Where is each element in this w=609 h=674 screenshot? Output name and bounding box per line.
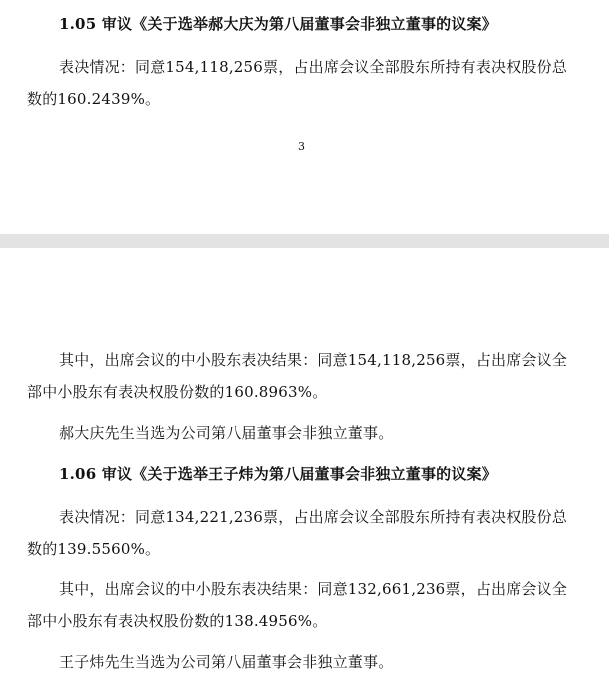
vote2-result-line-2: 数的139.5560%。 — [27, 540, 161, 558]
vote-result-line-2: 数的160.2439%。 — [27, 90, 161, 108]
minority2-result-line-2: 部中小股东有表决权股份数的138.4956%。 — [27, 612, 328, 630]
minority-result-line-2: 部中小股东有表决权股份数的160.8963%。 — [27, 383, 328, 401]
election-result-2: 王子炜先生当选为公司第八届董事会非独立董事。 — [59, 653, 394, 671]
page-separator — [0, 234, 609, 248]
document-page-3 — [0, 0, 609, 234]
minority2-result-line-1: 其中，出席会议的中小股东表决结果：同意132,661,236票，占出席会议全 — [59, 580, 568, 598]
page-number: 3 — [298, 140, 305, 153]
vote-result-line-1: 表决情况：同意154,118,256票，占出席会议全部股东所持有表决权股份总 — [59, 58, 568, 76]
document-page-4 — [0, 248, 609, 674]
minority-result-line-1: 其中，出席会议的中小股东表决结果：同意154,118,256票，占出席会议全 — [59, 351, 568, 369]
vote2-result-line-1: 表决情况：同意134,221,236票，占出席会议全部股东所持有表决权股份总 — [59, 508, 568, 526]
item-1-06-heading: 1.06 审议《关于选举王子炜为第八届董事会非独立董事的议案》 — [59, 465, 497, 483]
election-result-1: 郝大庆先生当选为公司第八届董事会非独立董事。 — [59, 424, 394, 442]
item-1-05-heading: 1.05 审议《关于选举郝大庆为第八届董事会非独立董事的议案》 — [59, 15, 497, 33]
